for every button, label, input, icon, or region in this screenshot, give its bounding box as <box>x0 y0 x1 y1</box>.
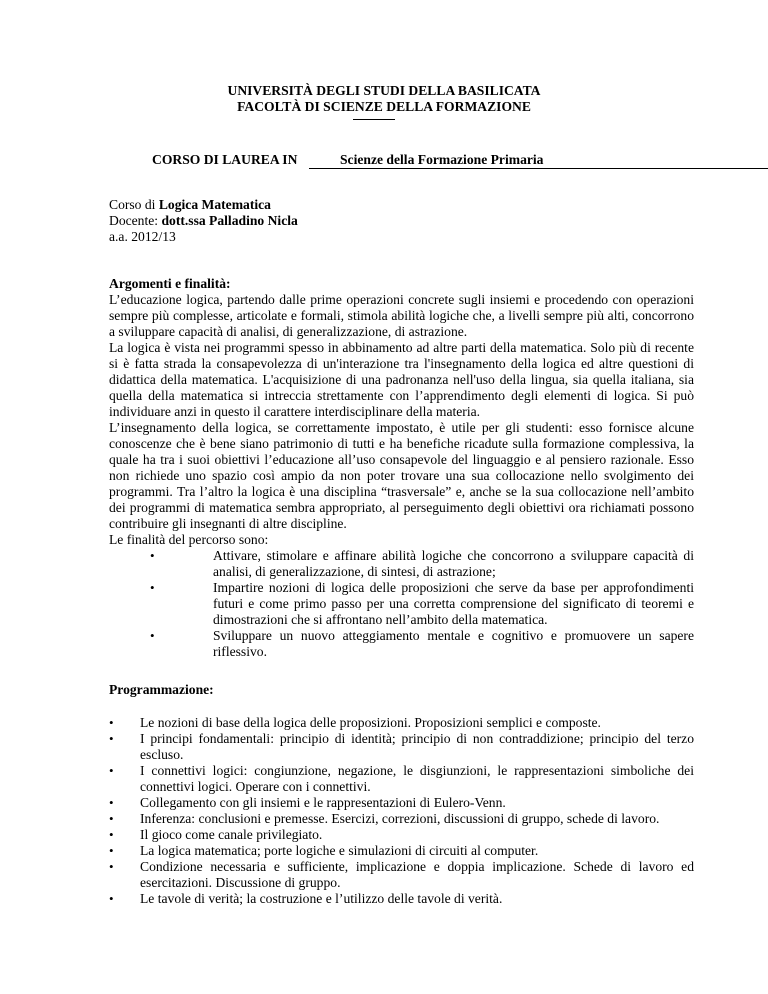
argomenti-paragraph: La logica è vista nei programmi spesso in abbinamento ad altre parti della matematica. Solo più di recente si è fatta strada la consapevolezza di un'interazione tra l'insegnamento della logica ed altre questioni di didattica della matematica. L'acquisizione di una padronanza nell'uso della lingua, sia quella italiana, sia quella della matematica si intreccia strettamente con l’apprendimento degli elementi di logica. Si può individuare anzi in questo il carattere interdisciplinare della materia. <box>109 340 694 419</box>
item-text: Collegamento con gli insiemi e le rappresentazioni di Eulero-Venn. <box>140 795 506 810</box>
faculty-name: FACOLTÀ DI SCIENZE DELLA FORMAZIONE <box>237 99 531 114</box>
list-item <box>109 628 694 660</box>
bullet-icon: • <box>150 580 155 595</box>
bullet-icon: • <box>109 843 114 858</box>
programmazione-section <box>109 682 694 907</box>
list-item <box>109 763 694 795</box>
list-item <box>109 548 694 580</box>
list-item <box>109 891 694 907</box>
list-item <box>109 859 694 891</box>
goal-text: Attivare, stimolare e affinare abilità logiche che concorrono a sviluppare capacità di analisi, di generalizzazione, di sintesi, di astrazione; <box>213 548 694 579</box>
argomenti-paragraph: L’insegnamento della logica, se correttamente impostato, è utile per gli studenti: esso fornisce alcune conoscenze che è bene siano patrimonio di tutti e ha benefiche ricadute sulla formazione complessiva, la quale ha tra i suoi obiettivi l’educazione all’uso consapevole del linguaggio e al pensiero razionale. Esso non richiede uno spazio così ampio da non poter trovare una sua collocazione nello svolgimento dei programmi. Tra l’altro la logica è una disciplina “trasversale” e, anche se la sua collocazione nell’ambito dei programmi di matematica sembra appropriato, al perseguimento degli obiettivi ora richiamati possono contribuire gli insegnanti di altre discipline. <box>109 420 694 531</box>
argomenti-section <box>109 276 694 660</box>
list-item <box>109 580 694 628</box>
bullet-icon: • <box>109 811 114 826</box>
goals-list <box>109 548 694 660</box>
university-name: UNIVERSITÀ DEGLI STUDI DELLA BASILICATA <box>227 83 541 98</box>
item-text: I connettivi logici: congiunzione, negazione, le disgiunzioni, le rappresentazioni simboliche dei connettivi logici. Operare con i connettivi. <box>140 763 694 794</box>
bullet-icon: • <box>109 891 114 906</box>
degree-course-label: CORSO DI LAUREA IN <box>152 152 298 167</box>
course-prefix: Corso di <box>109 197 159 212</box>
list-item <box>109 811 694 827</box>
programmazione-list <box>109 715 694 907</box>
course-name: Logica Matematica <box>158 197 271 212</box>
academic-year: a.a. 2012/13 <box>109 229 176 244</box>
university-header <box>0 83 768 115</box>
list-item <box>109 843 694 859</box>
item-text: Inferenza: conclusioni e premesse. Esercizi, correzioni, discussioni di gruppo, schede di lavoro. <box>140 811 660 826</box>
teacher-prefix: Docente: <box>109 213 162 228</box>
item-text: Condizione necessaria e sufficiente, implicazione e doppia implicazione. Schede di lavoro ed esercitazioni. Discussione di gruppo. <box>140 859 694 890</box>
goal-text: Impartire nozioni di logica delle proposizioni che serve da base per approfondimenti futuri e come primo passo per una corretta comprensione del significato di teoremi e dimostrazioni che si affrontano nell’ambito della matematica. <box>213 580 694 627</box>
item-text: I principi fondamentali: principio di identità; principio di non contraddizione; principio del terzo escluso. <box>140 731 694 762</box>
bullet-icon: • <box>109 763 114 778</box>
argomenti-paragraph: L’educazione logica, partendo dalle prime operazioni concrete sugli insiemi e procedendo con operazioni sempre più complesse, articolate e formali, stimola abilità logiche che, a livelli sempre più alti, concorrono a sviluppare capacità di analisi, di generalizzazione, di astrazione. <box>109 292 694 339</box>
item-text: Le tavole di verità; la costruzione e l’utilizzo delle tavole di verità. <box>140 891 503 906</box>
goal-text: Sviluppare un nuovo atteggiamento mentale e cognitivo e promuovere un sapere riflessivo. <box>213 628 694 659</box>
programmazione-heading: Programmazione: <box>109 682 214 697</box>
list-item <box>109 827 694 843</box>
degree-course-value: Scienze della Formazione Primaria <box>309 152 768 169</box>
item-text: Le nozioni di base della logica delle proposizioni. Proposizioni semplici e composte. <box>140 715 601 730</box>
bullet-icon: • <box>150 548 155 563</box>
teacher-name: dott.ssa Palladino Nicla <box>161 213 298 228</box>
argomenti-heading: Argomenti e finalità: <box>109 276 231 291</box>
bullet-icon: • <box>150 628 155 643</box>
course-line <box>109 197 298 213</box>
teacher-line <box>109 213 298 229</box>
item-text: La logica matematica; porte logiche e simulazioni di circuiti al computer. <box>140 843 539 858</box>
list-item <box>109 731 694 763</box>
bullet-icon: • <box>109 715 114 730</box>
list-item <box>109 795 694 811</box>
item-text: Il gioco come canale privilegiato. <box>140 827 323 842</box>
bullet-icon: • <box>109 859 114 874</box>
list-item <box>109 715 694 731</box>
argomenti-paragraph: Le finalità del percorso sono: <box>109 532 269 547</box>
bullet-icon: • <box>109 827 114 842</box>
bullet-icon: • <box>109 731 114 746</box>
bullet-icon: • <box>109 795 114 810</box>
header-divider <box>353 119 395 120</box>
course-info <box>109 197 298 245</box>
